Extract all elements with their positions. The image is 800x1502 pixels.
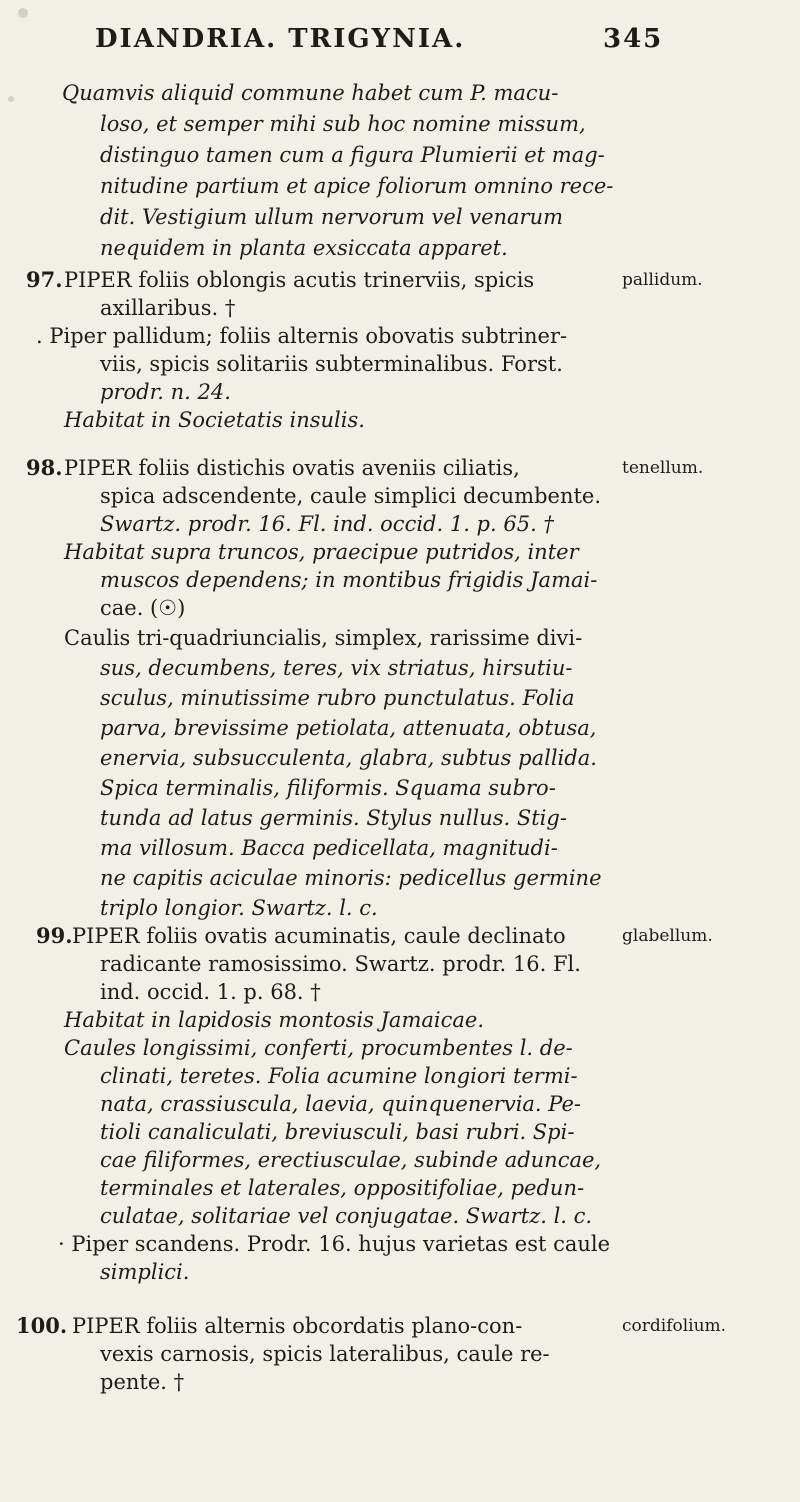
text-line: clinati, teretes. Folia acumine longiori termi- (100, 1064, 578, 1088)
text-line: viis, spicis solitariis subterminalibus. Forst. (100, 352, 563, 376)
text-line: axillaribus. † (100, 296, 236, 320)
text-line: enervia, subsucculenta, glabra, subtus pallida. (100, 746, 597, 770)
text-line: · Piper scandens. Prodr. 16. hujus varietas est caule (58, 1232, 611, 1256)
text-line: PIPER foliis oblongis acutis trinerviis, spicis (64, 268, 535, 292)
text-line: culatae, solitariae vel conjugatae. Swartz. l. c. (100, 1204, 593, 1228)
text-line: Habitat supra truncos, praecipue putridos, inter (64, 540, 579, 564)
margin-species-name: cordifolium. (622, 1316, 727, 1336)
text-line: PIPER foliis distichis ovatis aveniis ciliatis, (64, 456, 520, 480)
text-line: nitudine partium et apice foliorum omnino rece- (100, 174, 614, 198)
text-line: dit. Vestigium ullum nervorum vel venarum (100, 205, 564, 229)
entry-number: 97. (26, 267, 63, 292)
text-line: ind. occid. 1. p. 68. † (100, 980, 321, 1004)
text-line: Swartz. prodr. 16. Fl. ind. occid. 1. p. 65. † (100, 512, 554, 536)
entry-number: 99. (36, 923, 73, 948)
text-line: prodr. n. 24. (100, 380, 231, 404)
text-line: . Piper pallidum; foliis alternis obovatis subtriner- (36, 324, 568, 348)
text-line: ne capitis aciculae minoris: pedicellus germine (100, 866, 602, 890)
margin-species-name: pallidum. (622, 270, 703, 290)
text-line: spica adscendente, caule simplici decumbente. (100, 484, 602, 508)
margin-species-name: glabellum. (622, 926, 713, 946)
margin-species-name: tenellum. (622, 458, 704, 478)
text-line: vexis carnosis, spicis lateralibus, caule re- (100, 1342, 550, 1366)
text-line: simplici. (100, 1260, 190, 1284)
entry-number: 98. (26, 455, 63, 480)
text-line: tunda ad latus germinis. Stylus nullus. Stig- (100, 806, 567, 830)
page-number: 345 (603, 24, 664, 54)
text-line: nequidem in planta exsiccata apparet. (100, 236, 508, 260)
text-line: loso, et semper mihi sub hoc nomine missum, (100, 112, 586, 136)
entry-number: 100. (16, 1313, 68, 1338)
text-line: ma villosum. Bacca pedicellata, magnitudi- (100, 836, 558, 860)
text-line: cae. (☉) (100, 596, 186, 620)
text-line: muscos dependens; in montibus frigidis Jamai- (100, 568, 598, 592)
text-line: terminales et laterales, oppositifoliae, pedun- (100, 1176, 585, 1200)
text-line: parva, brevissime petiolata, attenuata, obtusa, (100, 716, 597, 740)
stain-mark (8, 96, 14, 102)
text-line: cae filiformes, erectiusculae, subinde aduncae, (100, 1148, 602, 1172)
text-line: Caules longissimi, conferti, procumbentes l. de- (64, 1036, 573, 1060)
text-line: Habitat in lapidosis montosis Jamaicae. (64, 1008, 484, 1032)
text-line: Spica terminalis, filiformis. Squama subro- (100, 776, 556, 800)
page-header (95, 24, 715, 54)
text-line: distinguo tamen cum a figura Plumierii et mag- (100, 143, 605, 167)
text-line: pente. † (100, 1370, 185, 1394)
text-line: Caulis tri-quadriuncialis, simplex, rarissime divi- (64, 626, 583, 650)
text-line: Quamvis aliquid commune habet cum P. macu- (62, 81, 559, 105)
text-line: PIPER foliis ovatis acuminatis, caule declinato (72, 924, 566, 948)
text-line: triplo longior. Swartz. l. c. (100, 896, 378, 920)
text-line: radicante ramosissimo. Swartz. prodr. 16. Fl. (100, 952, 581, 976)
text-line: tioli canaliculati, breviusculi, basi rubri. Spi- (100, 1120, 575, 1144)
stain-mark (18, 8, 28, 18)
text-line: PIPER foliis alternis obcordatis plano-con- (72, 1314, 523, 1338)
running-head: DIANDRIA. TRIGYNIA. (95, 24, 466, 54)
text-line: sculus, minutissime rubro punctulatus. Folia (100, 686, 575, 710)
text-line: nata, crassiuscula, laevia, quinquenervia. Pe- (100, 1092, 581, 1116)
text-line: Habitat in Societatis insulis. (64, 408, 365, 432)
text-line: sus, decumbens, teres, vix striatus, hirsutiu- (100, 656, 573, 680)
